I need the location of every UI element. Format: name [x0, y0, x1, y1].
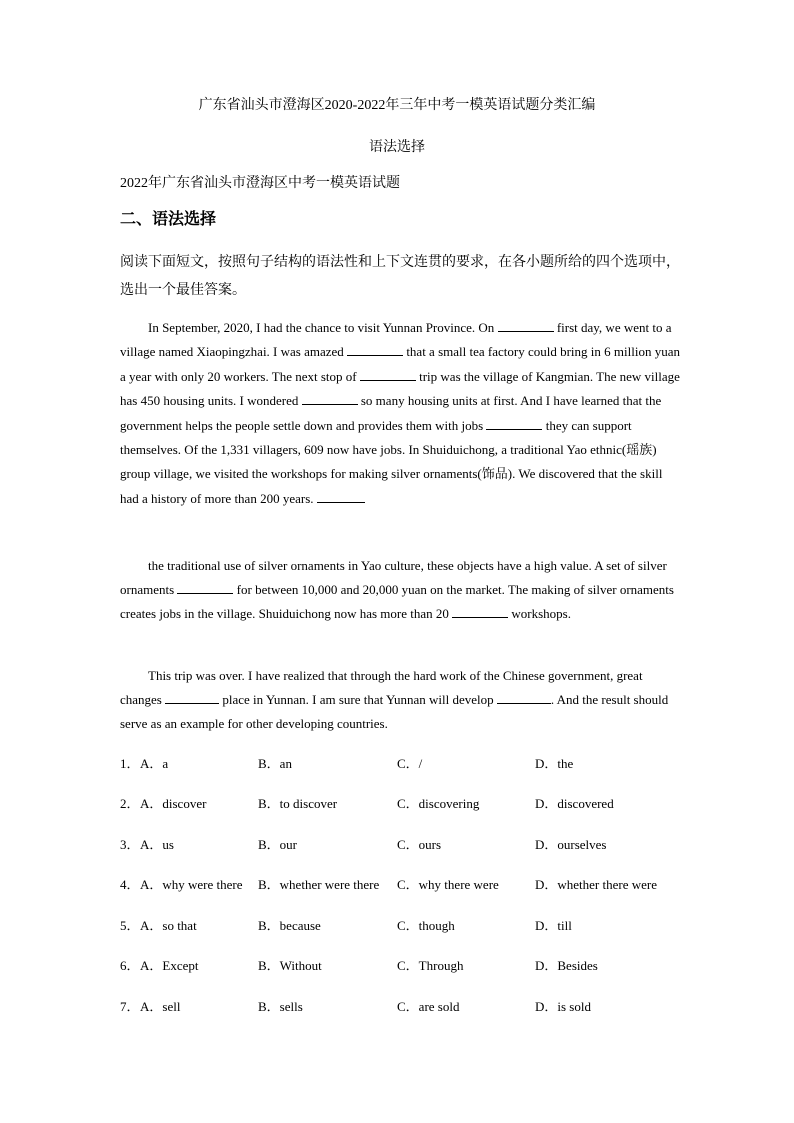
option-a[interactable]: A．sell [140, 999, 181, 1014]
instructions: 阅读下面短文，按照句子结构的语法性和上下文连贯的要求，在各小题所给的四个选项中，选出一个最佳答案。 [120, 255, 680, 298]
option-c[interactable]: C．though [397, 918, 455, 933]
question-row-6 [120, 955, 680, 975]
answer-blank-10 [497, 691, 551, 704]
answer-blank-1 [498, 319, 554, 332]
question-number: 7． [120, 999, 140, 1014]
option-a[interactable]: A．Except [140, 958, 199, 973]
option-c[interactable]: C．/ [397, 756, 423, 771]
option-c[interactable]: C．are sold [397, 999, 460, 1014]
option-d[interactable]: D．the [535, 756, 574, 771]
question-row-1 [120, 753, 680, 773]
passage-text: workshops. [508, 606, 571, 621]
question-row-7 [120, 996, 680, 1016]
answer-blank-3 [360, 368, 416, 381]
passage-text: that a small tea factory could bring in 6 million yuan a year with only 20 workers. The next stop of [120, 344, 680, 384]
answer-blank-9 [165, 691, 219, 704]
question-row-4 [120, 874, 680, 894]
option-b[interactable]: B．an [258, 756, 292, 771]
question-row-3 [120, 834, 680, 854]
passage-text: they can support themselves. Of the 1,331 villagers, 609 now have jobs. In Shuiduichong, a traditional Yao ethnic(瑶族) group village, we visited the workshops for making silver ornaments(饰品). We discovered that the skill had a history of more than 200 years. [120, 417, 663, 506]
option-b[interactable]: B．to discover [258, 796, 338, 811]
option-a[interactable]: A．us [140, 837, 174, 852]
document-title: 广东省汕头市澄海区2020-2022年三年中考一模英语试题分类汇编 [198, 98, 596, 113]
exam-source: 2022年广东省汕头市澄海区中考一模英语试题 [120, 176, 400, 191]
answer-blank-2 [347, 343, 403, 356]
option-c[interactable]: C．Through [397, 958, 464, 973]
option-d[interactable]: D．Besides [535, 958, 598, 973]
section-heading: 二、语法选择 [120, 211, 217, 228]
option-c[interactable]: C．ours [397, 837, 442, 852]
question-number: 1． [120, 756, 140, 771]
passage-paragraph-3 [120, 664, 680, 736]
option-b[interactable]: B．because [258, 918, 321, 933]
passage-text: . And the result should serve as an example for other developing countries. [120, 692, 669, 731]
option-b[interactable]: B．Without [258, 958, 322, 973]
option-c[interactable]: C．why there were [397, 877, 499, 892]
option-d[interactable]: D．till [535, 918, 572, 933]
answer-blank-6 [317, 490, 365, 503]
passage-text: first day, we went to a village named Xiaopingzhai. I was amazed [120, 320, 672, 360]
option-a[interactable]: A．so that [140, 918, 197, 933]
option-a[interactable]: A．a [140, 756, 169, 771]
passage-text: In September, 2020, I had the chance to visit Yunnan Province. On [148, 320, 498, 335]
answer-blank-7 [177, 581, 233, 594]
answer-blank-4 [302, 392, 358, 405]
question-row-5 [120, 915, 680, 935]
passage-text: place in Yunnan. I am sure that Yunnan will develop [219, 692, 497, 707]
question-number: 4． [120, 877, 140, 892]
option-c[interactable]: C．discovering [397, 796, 480, 811]
passage-paragraph-2 [120, 554, 680, 626]
passage-text: trip was the village of Kangmian. The new village has 450 housing units. I wondered [120, 368, 680, 409]
document-subtitle: 语法选择 [369, 140, 425, 155]
option-b[interactable]: B．sells [258, 999, 303, 1014]
question-number: 5． [120, 918, 140, 933]
question-number: 2． [120, 796, 140, 811]
passage-text: so many housing units at first. And I have learned that the government helps the people settle down and provides them with jobs [120, 393, 662, 433]
question-number: 3． [120, 837, 140, 852]
option-a[interactable]: A．discover [140, 796, 207, 811]
option-b[interactable]: B．whether were there [258, 877, 380, 892]
option-d[interactable]: D．discovered [535, 796, 614, 811]
option-d[interactable]: D．whether there were [535, 877, 657, 892]
passage-text: for between 10,000 and 20,000 yuan on the market. The making of silver ornaments creates jobs in the village. Shuiduichong now has more than 20 [120, 582, 674, 621]
answer-blank-8 [452, 605, 508, 618]
option-b[interactable]: B．our [258, 837, 298, 852]
option-d[interactable]: D．ourselves [535, 837, 607, 852]
passage-text: the traditional use of silver ornaments in Yao culture, these objects have a high value. A set of silver ornaments [120, 558, 667, 597]
passage-paragraph-1 [120, 316, 680, 511]
option-d[interactable]: D．is sold [535, 999, 591, 1014]
answer-blank-5 [486, 417, 542, 430]
question-number: 6． [120, 958, 140, 973]
question-row-2 [120, 793, 680, 813]
option-a[interactable]: A．why were there [140, 877, 243, 892]
passage-text: This trip was over. I have realized that through the hard work of the Chinese government, great changes [120, 668, 643, 707]
